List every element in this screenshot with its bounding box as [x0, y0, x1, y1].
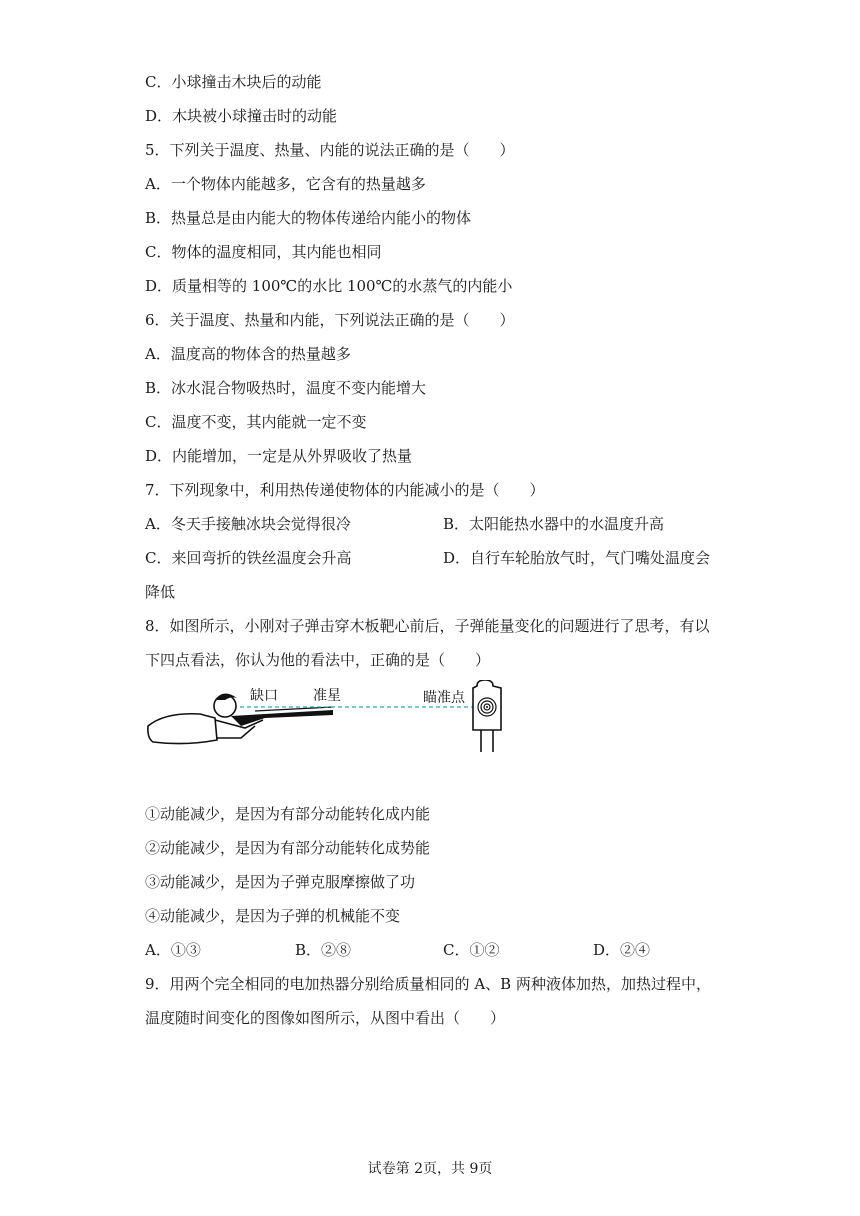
option-c-q8: C．①②	[443, 941, 500, 959]
rifle-target-figure	[145, 680, 525, 760]
option-a-q5: A．一个物体内能越多，它含有的热量越多	[145, 175, 426, 193]
option-d-q4: D．木块被小球撞击时的动能	[145, 107, 338, 125]
question-9-line-1: 9．用两个完全相同的电加热器分别给质量相同的 A、B 两种液体加热，加热过程中，	[145, 975, 711, 993]
label-notch: 缺口	[250, 688, 278, 704]
statement-1: ①动能减少，是因为有部分动能转化成内能	[145, 805, 431, 823]
option-d-q7: D．自行车轮胎放气时，气门嘴处温度会	[443, 549, 711, 567]
option-d-q8: D．②④	[593, 941, 651, 959]
statement-4: ④动能减少，是因为子弹的机械能不变	[145, 907, 401, 925]
statement-3: ③动能减少，是因为子弹克服摩擦做了功	[145, 873, 416, 891]
option-c-q7: C．来回弯折的铁丝温度会升高	[145, 549, 352, 567]
option-a-q7: A．冬天手接触冰块会觉得很冷	[145, 515, 351, 533]
question-7: 7．下列现象中，利用热传递使物体的内能减小的是（ ）	[145, 481, 545, 499]
question-5: 5．下列关于温度、热量、内能的说法正确的是（ ）	[145, 141, 515, 159]
question-6: 6．关于温度、热量和内能，下列说法正确的是（ ）	[145, 311, 515, 329]
question-8-line-2: 下四点看法，你认为他的看法中，正确的是（ ）	[145, 651, 491, 669]
option-b-q8: B．②⑧	[295, 941, 352, 959]
option-d-q7-continued: 降低	[145, 583, 176, 601]
option-d-q5: D．质量相等的 100℃的水比 100℃的水蒸气的内能小	[145, 277, 513, 295]
option-b-q7: B．太阳能热水器中的水温度升高	[443, 515, 665, 533]
question-9-line-2: 温度随时间变化的图像如图所示，从图中看出（ ）	[145, 1009, 506, 1027]
target-board	[473, 680, 501, 730]
page-footer: 试卷第 2页，共 9页	[367, 1161, 493, 1177]
label-aim-point: 瞄准点	[423, 690, 465, 706]
statement-2: ②动能减少，是因为有部分动能转化成势能	[145, 839, 431, 857]
option-c-q5: C．物体的温度相同，其内能也相同	[145, 243, 382, 261]
option-a-q8: A．①③	[145, 941, 201, 959]
option-b-q5: B．热量总是由内能大的物体传递给内能小的物体	[145, 209, 472, 227]
option-a-q6: A．温度高的物体含的热量越多	[145, 345, 351, 363]
label-front-sight: 准星	[313, 688, 341, 704]
question-8-line-1: 8．如图所示，小刚对子弹击穿木板靶心前后，子弹能量变化的问题进行了思考，有以	[145, 617, 710, 635]
option-b-q6: B．冰水混合物吸热时，温度不变内能增大	[145, 379, 427, 397]
option-c-q4: C．小球撞击木块后的动能	[145, 73, 322, 91]
option-d-q6: D．内能增加，一定是从外界吸收了热量	[145, 447, 413, 465]
option-c-q6: C．温度不变，其内能就一定不变	[145, 413, 367, 431]
